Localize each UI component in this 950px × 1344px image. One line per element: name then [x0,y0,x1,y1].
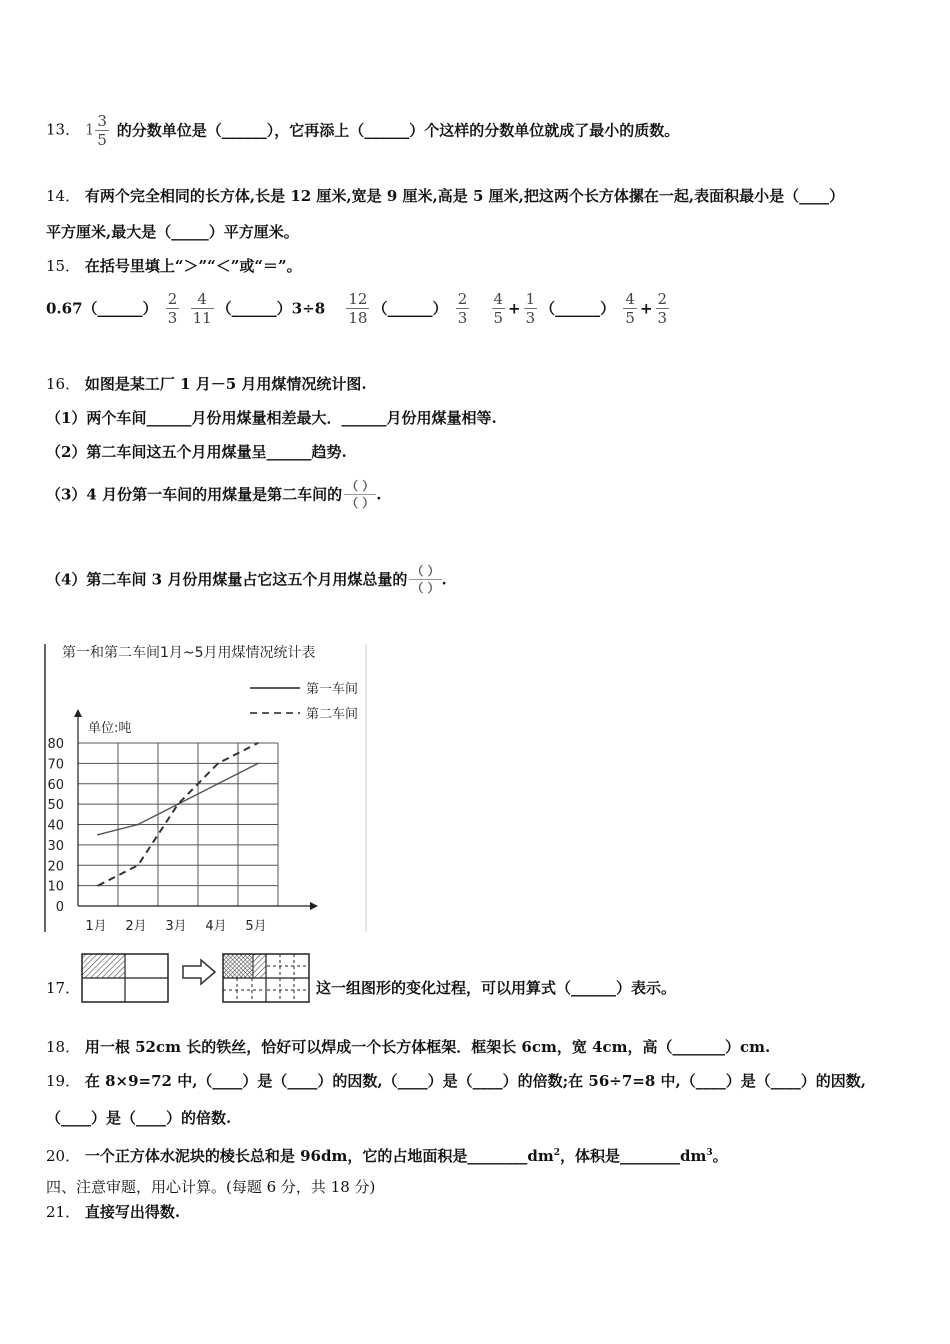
question-16-sub2: （2）第二车间这五个月用煤量呈______趋势. [46,443,347,461]
fraction-denominator: 5 [493,309,504,327]
question-16-sub3 [46,478,382,511]
question-number: 20． [46,1147,81,1165]
y-tick-label: 0 [55,900,64,915]
question-19-line1 [46,1071,866,1091]
fraction-numerator: 2 [457,290,468,308]
series-line [98,743,258,886]
question-number: 13． [46,120,81,139]
question-text: 在括号里填上“＞”“＜”或“＝”。 [84,257,302,275]
fraction-numerator: 2 [167,290,178,308]
figure-before [81,953,169,1003]
fraction-denominator: 5 [97,131,107,149]
x-tick-label: 1月 [85,919,107,932]
question-13 [46,112,679,149]
mixed-whole: 1 [84,120,95,139]
fraction-numerator: 4 [191,290,214,309]
question-text: 的分数单位是（______），它再添上（______）个这样的分数单位就成了最小的质数。 [116,121,680,140]
question-text: ，体积是________dm [559,1147,707,1165]
legend-label: 第一车间 [306,682,359,697]
question-15 [46,256,302,276]
question-16-sub4 [46,563,447,596]
question-text: 用一根 52cm 长的铁丝，恰好可以焊成一个长方体框架．框架长 6cm，宽 4cm，高（_______）cm. [84,1038,771,1056]
fraction-numerator: 2 [657,290,668,308]
coal-usage-line-chart [44,640,368,932]
question-text: 一个正方体水泥块的棱长总和是 96dm，它的占地面积是________dm [84,1147,554,1165]
rectangle-subdivided-figure [222,953,310,1003]
chart-grid [78,743,278,906]
superscript: 2 [553,1148,560,1158]
plus-sign: + [508,299,521,318]
chart-svg [44,640,368,932]
fraction-denominator: 3 [657,309,668,327]
question-19-line2: （____）是（____）的倍数. [46,1109,232,1127]
data-point [217,783,219,785]
fraction-denominator: 3 [457,309,468,327]
data-point [137,864,139,866]
value-text: 3÷8 [291,299,326,318]
question-text: 。 [712,1147,728,1165]
question-14-line2: 平方厘米,最大是（_____）平方厘米。 [46,223,299,241]
y-axis-arrow [74,709,82,717]
fraction-numerator: 4 [493,290,504,308]
x-axis-arrow [310,902,318,910]
question-number: 15． [46,257,81,275]
question-text: （4）第二车间 3 月份用煤量占它这五个月用煤总量的 [46,570,408,589]
question-17-text: 这一组图形的变化过程，可以用算式（______）表示。 [316,979,677,997]
legend-label: 第二车间 [306,707,359,722]
question-number: 14． [46,187,81,205]
arrow-right-icon [181,958,217,986]
question-15-items [46,290,672,327]
value-text: 0.67 [46,299,83,318]
period: . [441,570,447,589]
question-21 [46,1202,180,1222]
data-point [217,763,219,765]
fraction-numerator: 3 [97,112,107,130]
question-text: （3）4 月份第一车间的用煤量是第二车间的 [46,485,343,504]
y-tick-label: 30 [47,838,64,854]
question-18 [46,1037,770,1057]
question-number: 21． [46,1203,81,1221]
question-text: 有两个完全相同的长方体,长是 12 厘米,宽是 9 厘米,高是 5 厘米,把这两个长方体摞在一起,表面积最小是（____） [84,187,845,205]
fraction-denominator: 5 [625,309,635,327]
answer-blank: （______） [540,299,616,318]
x-tick-label: 4月 [205,919,227,932]
fraction-numerator: 4 [625,290,635,308]
plus-sign: + [639,299,653,318]
data-point [257,763,259,765]
data-point [97,885,99,887]
x-tick-label: 3月 [165,919,187,932]
question-text: 如图是某工厂 1 月－5 月用煤情况统计图. [84,375,367,393]
answer-blank: （______） [372,299,448,318]
blank-numerator: （ ） [346,479,375,493]
chart-ylabel: 单位:吨 [88,721,132,736]
data-point [177,803,179,805]
blank-denominator: （ ） [411,581,440,595]
chart-axes [47,709,318,932]
chart-legend [250,681,358,722]
data-point [137,824,139,826]
question-17-number: 17． [46,979,81,997]
fraction-numerator: 12 [348,290,368,308]
superscript: 3 [706,1148,713,1158]
question-20 [46,1143,728,1166]
y-tick-label: 20 [47,859,64,875]
question-number: 16． [46,375,81,393]
chart-title: 第一和第二车间1月~5月用煤情况统计表 [62,645,316,661]
blank-denominator: （ ） [346,496,375,510]
question-16-sub1: （1）两个车间______月份用煤量相差最大．______月份用煤量相等. [46,409,497,427]
question-number: 19． [46,1072,81,1090]
y-tick-label: 70 [47,757,64,773]
fraction-denominator: 18 [348,309,368,327]
answer-blank: （______） [82,299,158,318]
rectangle-quarters-figure [81,953,169,1003]
question-16 [46,374,367,394]
period: . [376,485,382,504]
y-tick-label: 10 [47,879,64,895]
question-text: 在 8×9=72 中,（____）是（____）的因数,（____）是（____）的倍数;在 56÷7=8 中,（____）是（____）的因数, [84,1072,866,1090]
question-text: 直接写出得数. [84,1203,181,1221]
figure-after [222,953,310,1003]
data-point [97,834,99,836]
fraction-numerator: 1 [525,290,536,308]
fraction-denominator: 11 [192,309,212,327]
question-14-line1 [46,186,844,206]
question-number: 18． [46,1038,81,1056]
data-point [257,742,259,744]
y-tick-label: 60 [47,777,64,793]
x-tick-label: 2月 [125,919,147,932]
y-tick-label: 80 [47,737,64,752]
y-tick-label: 40 [47,818,64,834]
fraction-denominator: 3 [167,309,178,327]
y-tick-label: 50 [47,798,64,814]
x-tick-label: 5月 [245,919,267,932]
section-4-heading: 四、注意审题，用心计算。(每题 6 分，共 18 分) [46,1178,376,1196]
fraction-denominator: 3 [525,309,536,327]
answer-blank: （______） [216,299,292,318]
series-line [98,763,258,834]
blank-numerator: （ ） [411,564,440,578]
